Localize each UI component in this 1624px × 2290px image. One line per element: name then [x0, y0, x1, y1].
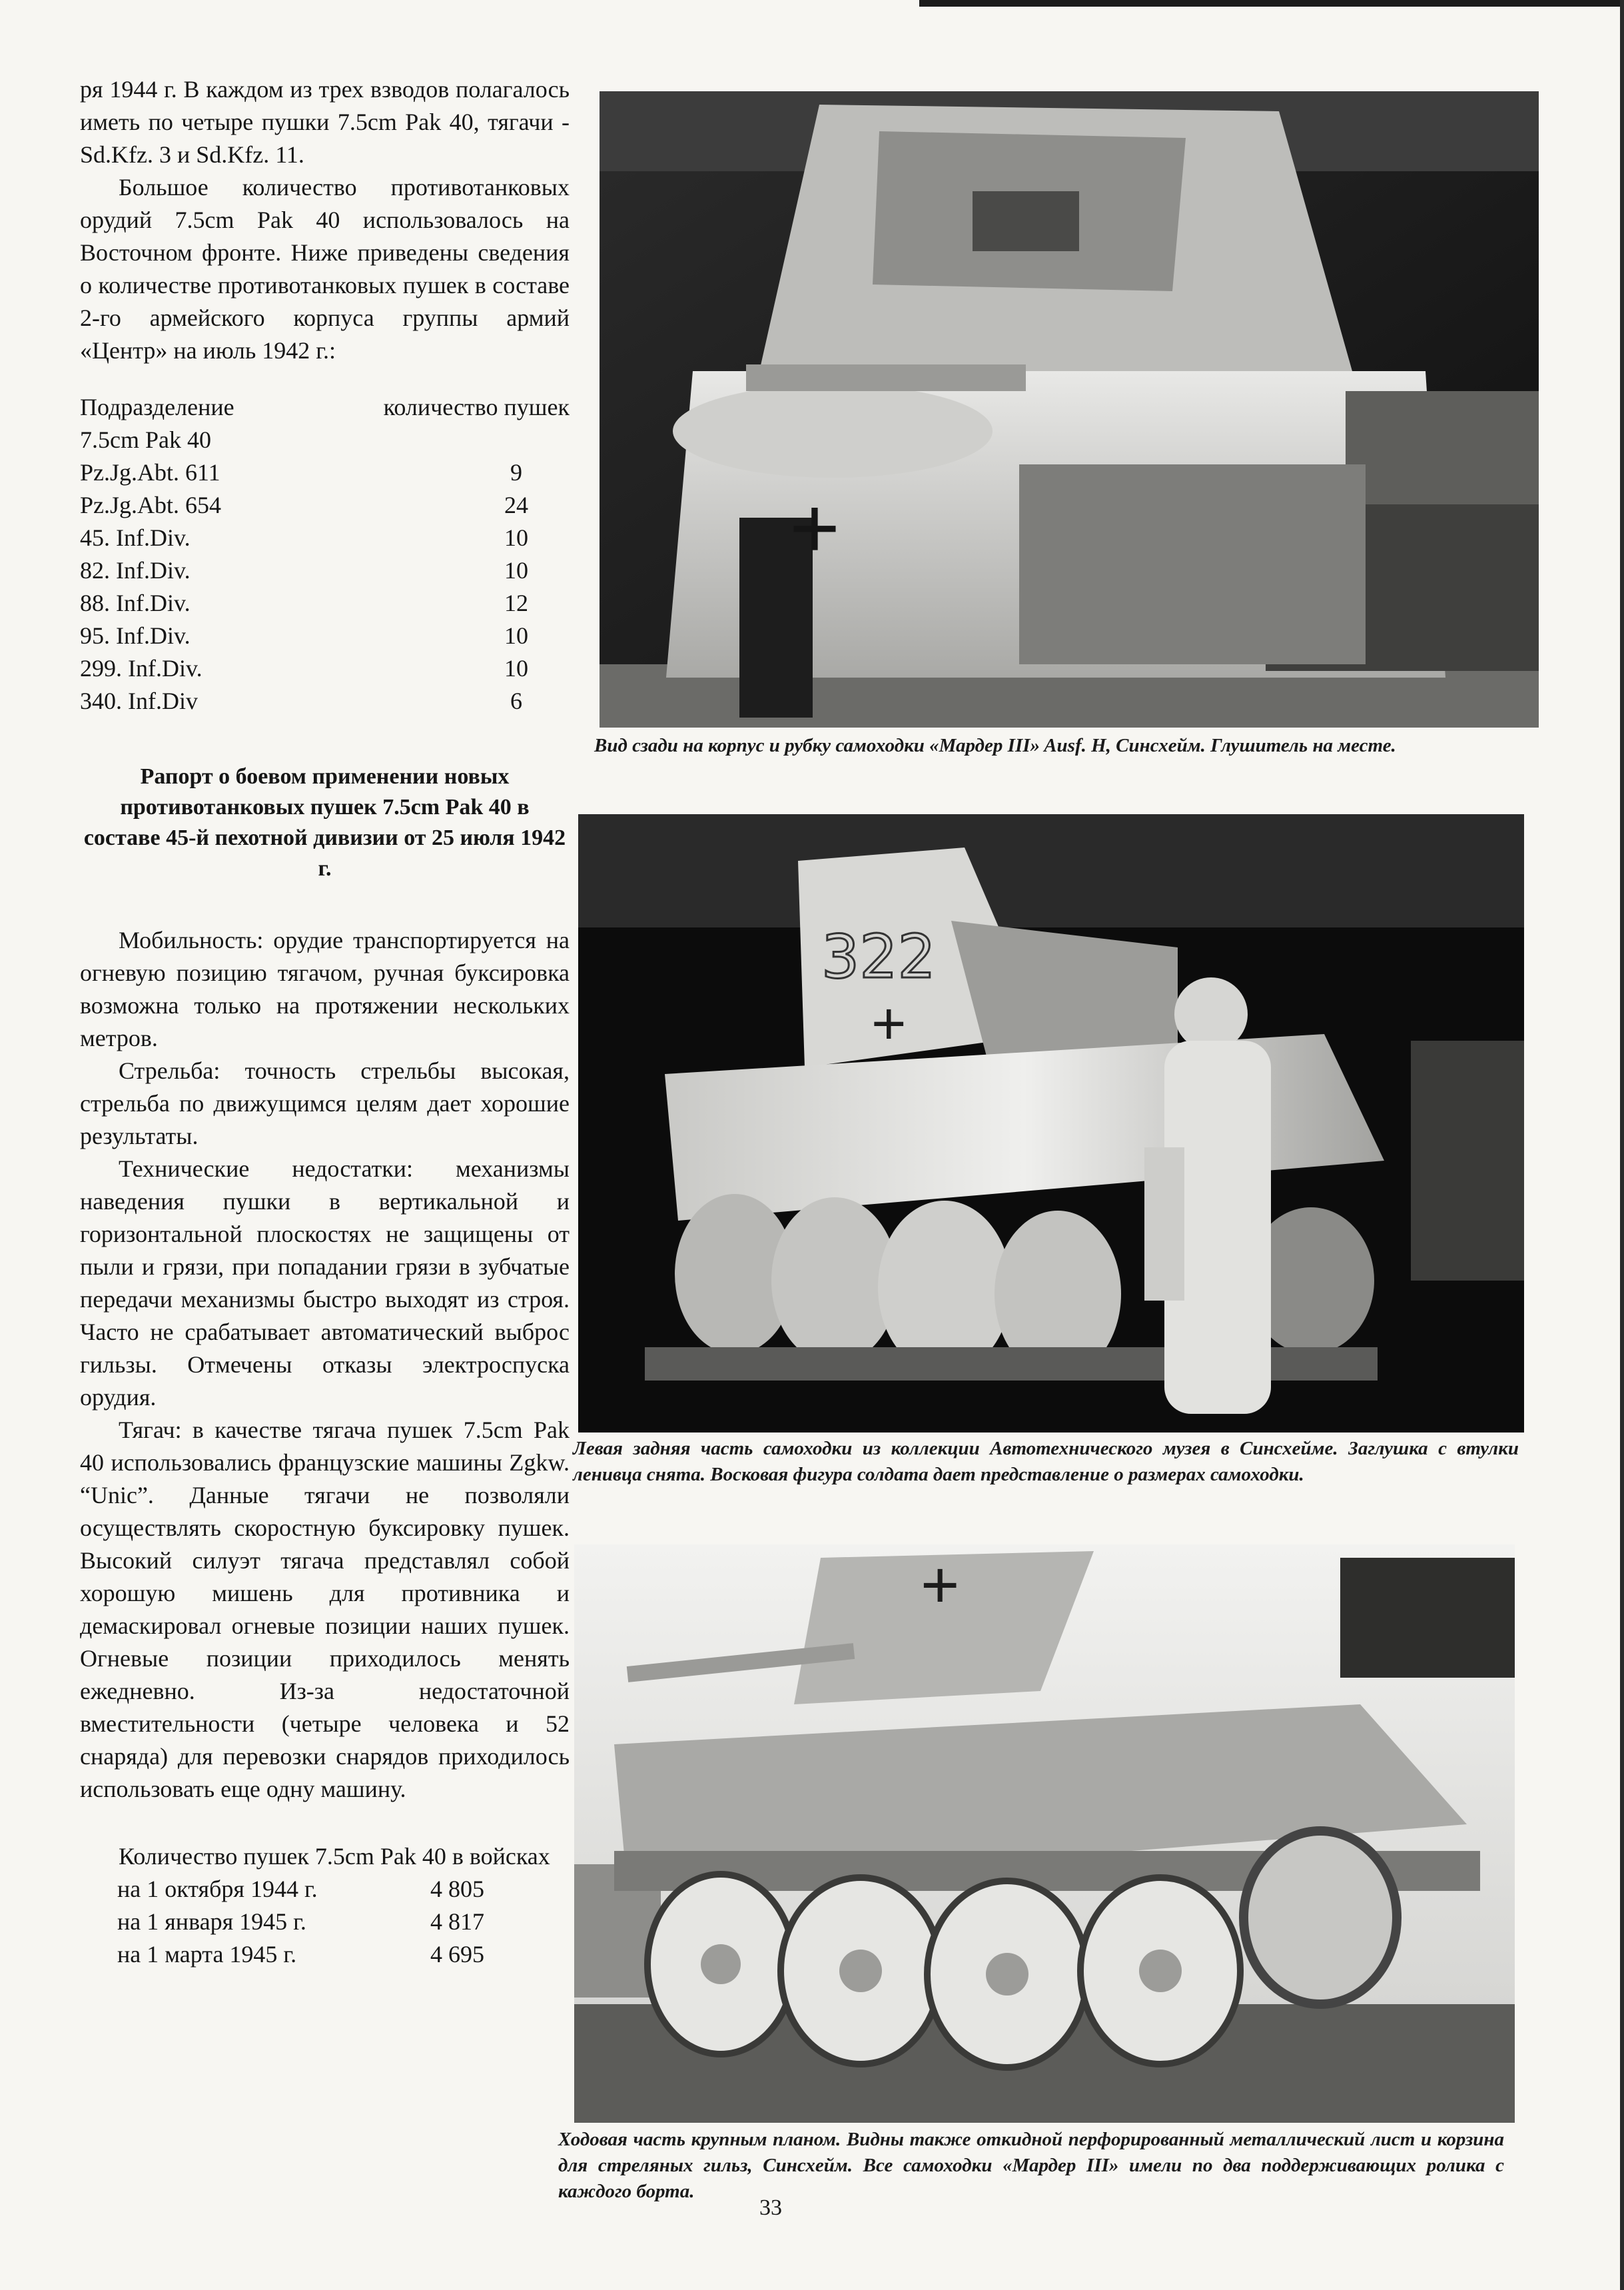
header-unit: Подразделение [80, 394, 234, 420]
table-row [80, 489, 570, 522]
table-row [80, 685, 570, 718]
unit-name: 95. Inf.Div. [80, 622, 191, 649]
count-date: на 1 января 1945 г. [117, 1908, 306, 1935]
header-count: количество пушек [383, 394, 570, 420]
table-row [80, 554, 570, 587]
report-paragraph-firing: Стрельба: точность стрельбы высокая, стрельба по движущимся целям дает хорошие результаты. [80, 1057, 570, 1149]
gun-count: 10 [504, 622, 528, 649]
report-title: Рапорт о боевом применении новых противотанковых пушек 7.5cm Pak 40 в составе 45-й пехотной дивизии от 25 июля 1942 г. [83, 764, 566, 881]
gun-count: 10 [504, 524, 528, 551]
count-value: 4 817 [430, 1908, 484, 1935]
guns-table [80, 391, 570, 718]
guns-table-header [80, 391, 570, 424]
scan-edge-right [1620, 0, 1624, 2290]
gun-count: 10 [504, 655, 528, 682]
turret-number: 322 [821, 922, 936, 992]
count-row [80, 1906, 570, 1938]
photo-rear-hull [600, 91, 1539, 728]
superstructure-cross-mark: + [921, 1548, 960, 1622]
gun-count: 24 [504, 492, 528, 518]
gun-count: 6 [510, 688, 522, 714]
unit-name: 82. Inf.Div. [80, 557, 191, 584]
gun-count-summary [80, 1840, 570, 1971]
report-paragraph-mobility: Мобильность: орудие транспортируется на огневую позицию тягачом, ручная буксировка возможна только на протяжении нескольких метров. [80, 927, 570, 1051]
table-row [80, 456, 570, 489]
hull-cross-mark: + [789, 479, 840, 576]
gun-count: 9 [510, 459, 522, 486]
table-row [80, 652, 570, 685]
unit-name: Pz.Jg.Abt. 611 [80, 459, 220, 486]
gun-count: 12 [504, 590, 528, 616]
unit-name: Pz.Jg.Abt. 654 [80, 492, 222, 518]
report-paragraph-tractor: Тягач: в качестве тягача пушек 7.5cm Pak 40 использовались французские машины Zgkw. “Unic”. Данные тягачи не позволяли осуществлять скоростную буксировку пушек. Высокий силуэт тягача представлял собой хорошую мишень для противника и демаскировал огневые позиции наших пушек. Огневые позиции приходилось менять ежедневно. Из-за недостаточной вместительности (четыре человека и 52 снаряда) для перевозки снарядов приходилось использовать еще одну машину. [80, 1417, 570, 1802]
unit-name: 88. Inf.Div. [80, 590, 191, 616]
caption-photo-1: Вид сзади на корпус и рубку самоходки «Мардер III» Ausf. H, Синсхейм. Глушитель на месте. [594, 735, 1396, 756]
scan-edge-top [919, 0, 1624, 7]
photo-left-rear [578, 814, 1524, 1432]
count-date: на 1 октября 1944 г. [117, 1876, 318, 1902]
table-row [80, 620, 570, 652]
caption-photo-2: Левая задняя часть самоходки из коллекции Автотехнического музея в Синсхейме. Заглушка с втулки ленивца снята. Восковая фигура солдата дает представление о размерах самоходки. [573, 1438, 1519, 1485]
caption-photo-3: Ходовая часть крупным планом. Видны также откидной перфорированный металлический лист и корзина для стреляных гильз, Синсхейм. Все самоходки «Мардер III» имели по два поддерживающих ролика с каждого борта. [558, 2129, 1504, 2202]
count-row [80, 1873, 570, 1906]
unit-name: 299. Inf.Div. [80, 655, 203, 682]
count-value: 4 695 [430, 1941, 484, 1968]
report-paragraph-defects: Технические недостатки: механизмы наведения пушки в вертикальной и горизонтальной плоскостях не защищены от пыли и грязи, при попадании грязи в зубчатые передачи механизмы быстро выходят из строя. Часто не срабатывает автоматический выброс гильзы. Отмечены отказы электроспуска орудия. [80, 1155, 570, 1411]
unit-name: 45. Inf.Div. [80, 524, 191, 551]
table-row [80, 587, 570, 620]
count-row [80, 1938, 570, 1971]
count-date: на 1 марта 1945 г. [117, 1941, 297, 1968]
intro-paragraph-1: ря 1944 г. В каждом из трех взводов полагалось иметь по четыре пушки 7.5cm Pak 40, тягачи - Sd.Kfz. 3 и Sd.Kfz. 11. [80, 76, 570, 168]
page-number: 33 [759, 2195, 782, 2220]
header-weapon: 7.5cm Pak 40 [80, 426, 211, 453]
count-value: 4 805 [430, 1876, 484, 1902]
turret-cross-mark: + [871, 991, 907, 1057]
guns-table-subheader [80, 424, 570, 456]
table-row [80, 522, 570, 554]
count-intro: Количество пушек 7.5cm Pak 40 в войсках [119, 1843, 550, 1870]
left-text-column [80, 73, 570, 1971]
unit-name: 340. Inf.Div [80, 688, 198, 714]
intro-paragraph-2: Большое количество противотанковых орудий 7.5cm Pak 40 использовалось на Восточном фронте. Ниже приведены сведения о количестве противотанковых пушек в составе 2-го армейского корпуса группы армий «Центр» на июль 1942 г.: [80, 174, 570, 364]
photo-running-gear [574, 1544, 1515, 2123]
gun-count: 10 [504, 557, 528, 584]
